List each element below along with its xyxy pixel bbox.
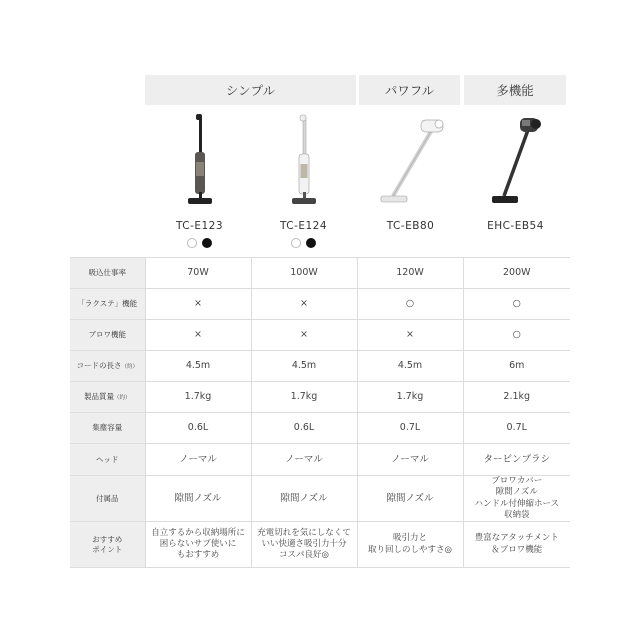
table-row bbox=[70, 476, 570, 522]
color-swatches bbox=[146, 238, 253, 248]
table-row bbox=[70, 351, 570, 382]
table-cell: 4.5m bbox=[357, 351, 463, 382]
table-cell: 自立するから収納場所に 困らないサブ使いに もおすすめ bbox=[145, 522, 251, 568]
category-label: 多機能 bbox=[496, 83, 534, 98]
table-row bbox=[70, 320, 570, 351]
product-tc-eb80[interactable] bbox=[357, 112, 464, 257]
table-cell: 4.5m bbox=[251, 351, 357, 382]
table-cell: ノーマル bbox=[251, 444, 357, 476]
table-cell: 0.7L bbox=[357, 413, 463, 444]
color-swatch-black[interactable] bbox=[306, 238, 316, 248]
table-cell: 120W bbox=[357, 258, 463, 289]
cross-mark: × bbox=[194, 298, 202, 310]
table-row bbox=[70, 413, 570, 444]
table-cell: 1.7kg bbox=[357, 382, 463, 413]
table-cell: 1.7kg bbox=[251, 382, 357, 413]
model-name: TC-E124 bbox=[279, 220, 328, 232]
color-swatch-white[interactable] bbox=[291, 238, 301, 248]
table-cell bbox=[463, 289, 570, 320]
color-swatch-white[interactable] bbox=[187, 238, 197, 248]
stick-vacuum-white-icon bbox=[274, 112, 334, 212]
table-cell: 隙間ノズル bbox=[251, 476, 357, 522]
table-cell bbox=[357, 289, 463, 320]
category-header-simple bbox=[145, 75, 356, 105]
stick-vacuum-cordless-icon bbox=[476, 112, 556, 212]
category-label: パワフル bbox=[384, 83, 435, 98]
table-row bbox=[70, 382, 570, 413]
table-cell: 1.7kg bbox=[145, 382, 251, 413]
table-row bbox=[70, 522, 570, 568]
stick-vacuum-dark-icon bbox=[170, 112, 230, 212]
table-cell: ブロワカバー 隙間ノズル ハンドル付伸縮ホース 収納袋 bbox=[463, 476, 570, 522]
table-cell: ノーマル bbox=[145, 444, 251, 476]
row-label: 集塵容量 bbox=[70, 413, 145, 444]
table-cell: 豊富なアタッチメント ＆ブロワ機能 bbox=[463, 522, 570, 568]
model-name: EHC-EB54 bbox=[487, 220, 544, 232]
model-name: TC-EB80 bbox=[386, 220, 435, 232]
table-cell bbox=[145, 289, 251, 320]
row-label: ヘッド bbox=[70, 444, 145, 476]
row-label: ブロワ機能 bbox=[70, 320, 145, 351]
table-cell: 100W bbox=[251, 258, 357, 289]
cross-mark: × bbox=[300, 329, 308, 341]
table-cell: 70W bbox=[145, 258, 251, 289]
color-swatch-black[interactable] bbox=[202, 238, 212, 248]
table-row bbox=[70, 444, 570, 476]
product-tc-e123[interactable] bbox=[146, 112, 253, 257]
table-cell: 200W bbox=[463, 258, 570, 289]
table-cell: 2.1kg bbox=[463, 382, 570, 413]
table-cell: 充電切れを気にしなくて いい快適さ吸引力十分 コスパ良好◎ bbox=[251, 522, 357, 568]
category-header-multifunction bbox=[464, 75, 566, 105]
row-label: 吸込仕事率 bbox=[70, 258, 145, 289]
model-name: TC-E123 bbox=[175, 220, 224, 232]
table-cell bbox=[357, 320, 463, 351]
table-cell: 0.6L bbox=[145, 413, 251, 444]
table-cell: ノーマル bbox=[357, 444, 463, 476]
table-cell: 隙間ノズル bbox=[357, 476, 463, 522]
row-label: コードの長さ（約） bbox=[70, 351, 145, 382]
circle-mark: ○ bbox=[512, 298, 521, 310]
spec-table bbox=[70, 257, 570, 568]
cross-mark: × bbox=[300, 298, 308, 310]
product-ehc-eb54[interactable] bbox=[462, 112, 569, 257]
table-cell: 0.6L bbox=[251, 413, 357, 444]
category-label: シンプル bbox=[225, 83, 276, 98]
cross-mark: × bbox=[406, 329, 414, 341]
table-cell: 吸引力と 取り回しのしやすさ◎ bbox=[357, 522, 463, 568]
row-label: おすすめ ポイント bbox=[70, 522, 145, 568]
table-cell bbox=[251, 320, 357, 351]
table-cell: 4.5m bbox=[145, 351, 251, 382]
cross-mark: × bbox=[194, 329, 202, 341]
table-cell: 隙間ノズル bbox=[145, 476, 251, 522]
color-swatches bbox=[250, 238, 357, 248]
table-cell: 6m bbox=[463, 351, 570, 382]
row-label: 「ラクステ」機能 bbox=[70, 289, 145, 320]
table-row bbox=[70, 258, 570, 289]
product-tc-e124[interactable] bbox=[250, 112, 357, 257]
table-cell: タービンブラシ bbox=[463, 444, 570, 476]
category-header-powerful bbox=[359, 75, 460, 105]
table-cell bbox=[145, 320, 251, 351]
row-label: 付属品 bbox=[70, 476, 145, 522]
circle-mark: ○ bbox=[512, 329, 521, 341]
table-row bbox=[70, 289, 570, 320]
row-label: 製品質量（約） bbox=[70, 382, 145, 413]
table-cell: 0.7L bbox=[463, 413, 570, 444]
circle-mark: ○ bbox=[405, 298, 415, 310]
table-cell bbox=[463, 320, 570, 351]
table-cell bbox=[251, 289, 357, 320]
stick-vacuum-blower-icon bbox=[371, 112, 451, 212]
